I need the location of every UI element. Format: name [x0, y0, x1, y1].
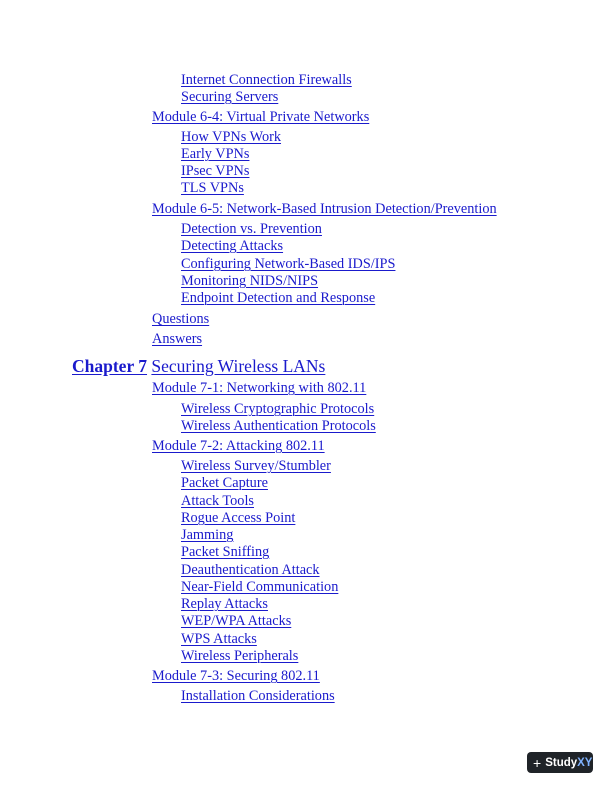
toc-link-early-vpns[interactable]: Early VPNs [181, 146, 250, 162]
toc-link-detection-vs-prevention[interactable]: Detection vs. Prevention [181, 221, 322, 237]
chapter-heading [72, 356, 325, 376]
toc-link-rogue-access-point[interactable]: Rogue Access Point [181, 510, 296, 526]
toc-link-wireless-auth-protocols[interactable]: Wireless Authentication Protocols [181, 418, 376, 434]
toc-link-installation-considerations[interactable]: Installation Considerations [181, 688, 335, 704]
toc-link-module-6-4[interactable]: Module 6-4: Virtual Private Networks [152, 109, 370, 125]
toc-link-attack-tools[interactable]: Attack Tools [181, 493, 254, 509]
toc-link-configuring-nids[interactable]: Configuring Network-Based IDS/IPS [181, 256, 396, 272]
toc-link-wireless-peripherals[interactable]: Wireless Peripherals [181, 648, 299, 664]
toc-link-near-field-communication[interactable]: Near-Field Communication [181, 579, 339, 595]
toc-link-module-7-2[interactable]: Module 7-2: Attacking 802.11 [152, 438, 325, 454]
toc-link-wep-wpa-attacks[interactable]: WEP/WPA Attacks [181, 613, 292, 629]
toc-link-packet-sniffing[interactable]: Packet Sniffing [181, 544, 270, 560]
toc-link-answers[interactable]: Answers [152, 331, 203, 347]
toc-link-internet-connection-firewalls[interactable]: Internet Connection Firewalls [181, 72, 352, 88]
toc-link-packet-capture[interactable]: Packet Capture [181, 475, 268, 491]
toc-link-endpoint-detection[interactable]: Endpoint Detection and Response [181, 290, 376, 306]
toc-link-module-6-5[interactable]: Module 6-5: Network-Based Intrusion Detection/Prevention [152, 201, 497, 217]
brand-name-accent: XY [577, 756, 593, 769]
toc-link-replay-attacks[interactable]: Replay Attacks [181, 596, 268, 612]
toc-link-how-vpns-work[interactable]: How VPNs Work [181, 129, 282, 145]
toc-link-module-7-3[interactable]: Module 7-3: Securing 802.11 [152, 668, 320, 684]
plus-icon: + [533, 754, 542, 771]
toc-link-securing-servers[interactable]: Securing Servers [181, 89, 279, 105]
brand-name-main: Study [545, 756, 578, 769]
studyxy-badge[interactable] [527, 752, 593, 773]
toc-link-wps-attacks[interactable]: WPS Attacks [181, 631, 257, 647]
chapter-label-link[interactable]: Chapter 7 [72, 356, 148, 376]
toc-link-monitoring-nids[interactable]: Monitoring NIDS/NIPS [181, 273, 319, 289]
toc-link-ipsec-vpns[interactable]: IPsec VPNs [181, 163, 250, 179]
chapter-title-link[interactable]: Securing Wireless LANs [151, 356, 326, 376]
toc-link-tls-vpns[interactable]: TLS VPNs [181, 180, 244, 196]
toc-link-detecting-attacks[interactable]: Detecting Attacks [181, 238, 284, 254]
toc-link-questions[interactable]: Questions [152, 311, 210, 327]
toc-link-wireless-crypto-protocols[interactable]: Wireless Cryptographic Protocols [181, 401, 375, 417]
toc-link-wireless-survey[interactable]: Wireless Survey/Stumbler [181, 458, 331, 474]
toc-link-deauthentication-attack[interactable]: Deauthentication Attack [181, 562, 320, 578]
toc-link-module-7-1[interactable]: Module 7-1: Networking with 802.11 [152, 380, 367, 396]
toc-link-jamming[interactable]: Jamming [181, 527, 234, 543]
